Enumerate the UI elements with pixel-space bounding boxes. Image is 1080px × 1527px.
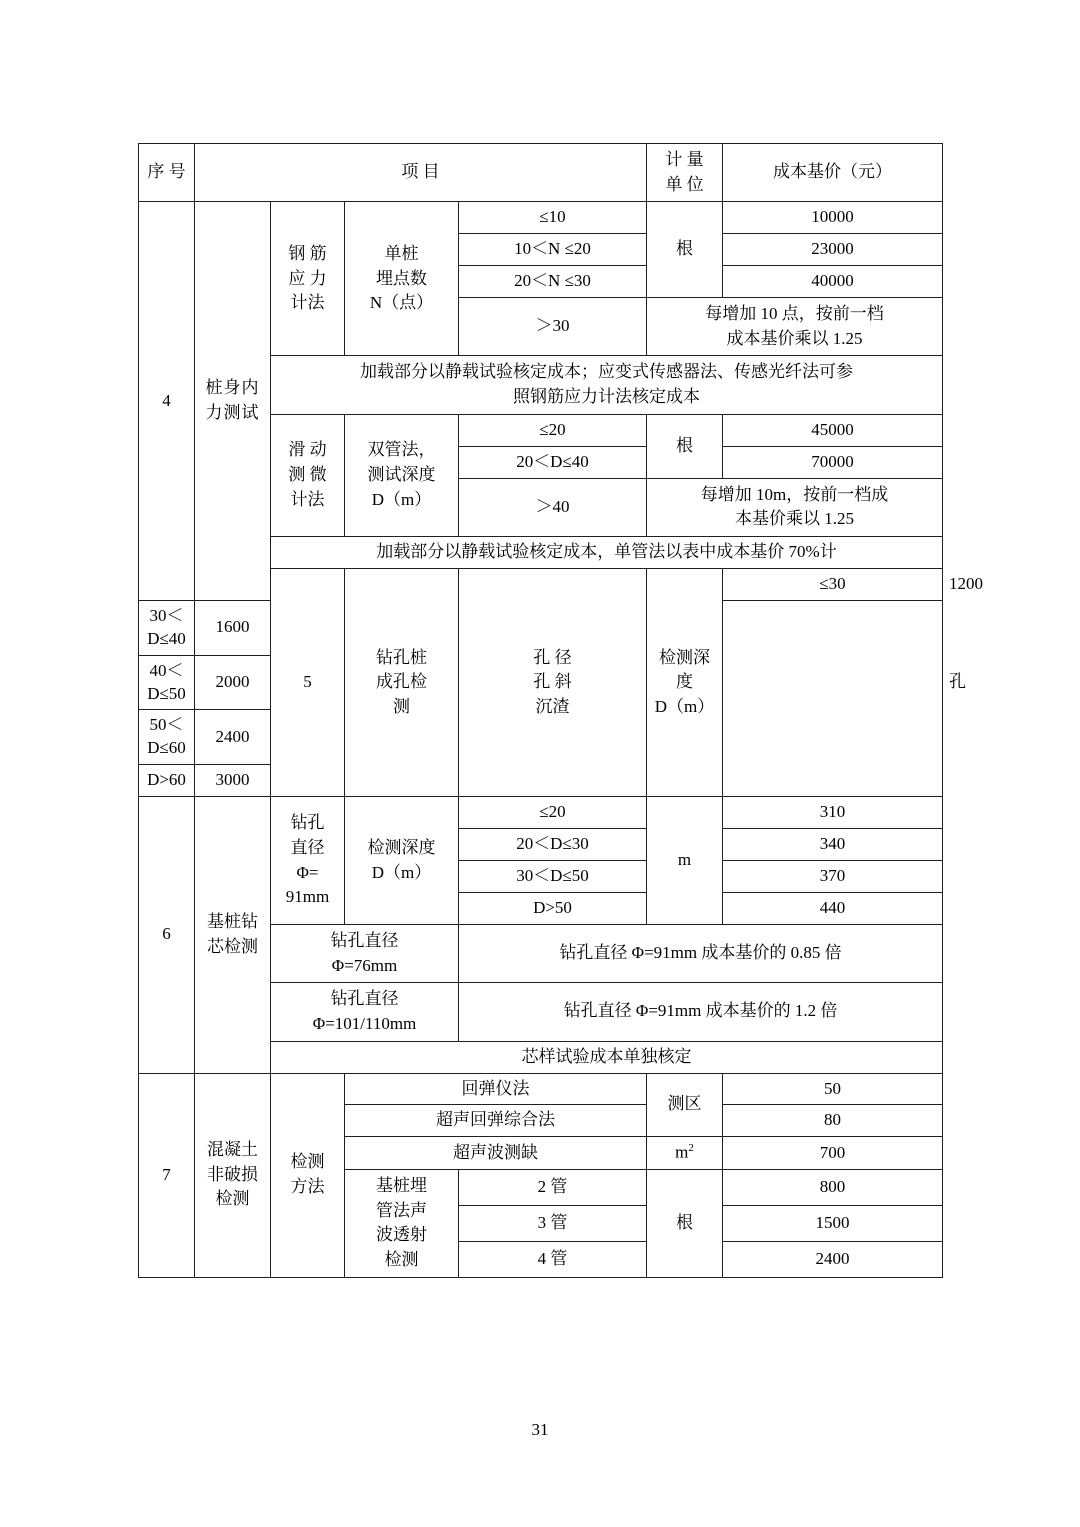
row7-no: 7 [139,1073,195,1277]
row5-sub-l2: 孔 斜 [533,672,572,692]
row7-unit-3-sup: 2 [688,1142,694,1155]
row6-name-l2: 芯检测 [207,936,258,956]
row7-tube-unit: 根 [647,1169,723,1277]
row4-note-1 [271,356,943,414]
row6-sub-label [271,797,345,925]
table-header-row [139,144,943,202]
row7-tube-price-3: 2400 [723,1241,943,1277]
row5-cond-l2: D（m） [654,696,715,716]
row7-tube-range-1: 2 管 [459,1169,647,1205]
row4-sub2-cond-l1: 双管法， [367,440,436,460]
row5-name [345,568,459,797]
row4-name-line1: 桩身内 [205,378,260,398]
row6-range-3: 30＜D≤50 [459,861,647,893]
row4-sub1-label-l3: 计法 [290,293,325,313]
row4-sub2-cond-l2: 测试深度 [367,464,436,484]
header-unit [647,144,723,202]
row4-sub1-label-l1: 钢 筋 [288,243,327,263]
row7-tube-label-l1: 基桩埋 [376,1175,427,1195]
row4-sub2-label [271,414,345,536]
row4-sub2-condition [345,414,459,536]
row7-method-3: 超声波测缺 [345,1137,647,1170]
row5-range-1: ≤30 [723,568,943,600]
row6-price-2: 340 [723,829,943,861]
page-number: 31 [531,1420,549,1439]
row5-name-l1: 钻孔桩 [376,647,427,667]
row7-price-3: 700 [723,1137,943,1170]
table-row [139,797,943,829]
row6-price-4: 440 [723,893,943,925]
row5-sub-label [459,568,647,797]
row7-tube-label-l4: 检测 [384,1249,419,1269]
row4-sub1-cond-l1: 单桩 [384,243,419,263]
row6-range-4: D>50 [459,893,647,925]
row4-no: 4 [139,202,195,600]
row4-sub1-unit: 根 [647,202,723,298]
row4-sub1-label [271,202,345,356]
row7-sub-l1: 检测 [290,1152,325,1172]
row7-sub-label [271,1073,345,1277]
row7-tube-price-1: 800 [723,1169,943,1205]
row4-sub1-range-4: ＞30 [459,298,647,356]
row6-extra2-label [271,983,459,1041]
row4-sub1-price-2: 23000 [723,234,943,266]
row5-no: 5 [271,568,345,797]
header-no: 序 号 [139,144,195,202]
cost-price-table [138,143,983,1278]
row5-range-4: 50＜D≤60 [139,710,195,765]
row6-extra1-label [271,925,459,983]
row5-price-3: 2000 [195,655,271,710]
row4-sub2-price-3-l2: 本基价乘以 1.25 [735,509,854,529]
row4-sub2-range-1: ≤20 [459,414,647,446]
row4-sub2-label-l3: 计法 [290,489,325,509]
row6-name [195,797,271,1073]
row5-condition [647,568,723,797]
row5-sub-l1: 孔 径 [533,647,572,667]
row4-sub1-label-l2: 应 力 [288,268,327,288]
row5-range-2: 30＜D≤40 [139,600,195,655]
row7-tube-price-2: 1500 [723,1205,943,1241]
row5-name-l2: 成孔检 [376,672,427,692]
row4-sub2-price-3 [647,478,943,536]
row5-price-2: 1600 [195,600,271,655]
row4-name-line2: 力测试 [205,402,260,422]
row4-sub1-condition [345,202,459,356]
header-item: 项 目 [195,144,647,202]
row7-unit-1: 测区 [647,1073,723,1137]
row5-range-5: D>60 [139,765,195,797]
row6-name-l1: 基桩钻 [207,912,258,932]
row4-sub1-range-1: ≤10 [459,202,647,234]
row6-extra2-label-l1: 钻孔直径 [330,989,399,1009]
row7-tube-range-3: 4 管 [459,1241,647,1277]
row4-sub1-price-1: 10000 [723,202,943,234]
header-unit-line1: 计 量 [665,150,704,169]
row7-name-l3: 检测 [215,1189,250,1209]
row7-method-1: 回弹仪法 [345,1073,647,1105]
row7-unit-3-main: m [675,1143,689,1163]
row7-price-1: 50 [723,1073,943,1105]
row7-tube-label-l2: 管法声 [376,1200,427,1220]
row4-sub2-unit: 根 [647,414,723,478]
row4-sub2-range-2: 20＜D≤40 [459,446,647,478]
row4-sub1-price-4-l1: 每增加 10 点，按前一档 [705,304,884,324]
row6-unit: m [647,797,723,925]
row5-sub-l3: 沉渣 [535,696,570,716]
header-price: 成本基价（元） [723,144,943,202]
row6-sub-l4: 91mm [285,887,330,907]
row4-sub2-price-2: 70000 [723,446,943,478]
row6-extra2-label-l2: Φ=101/110mm [312,1013,417,1033]
row4-sub2-label-l1: 滑 动 [288,440,327,460]
row5-name-l3: 测 [393,696,410,716]
row6-extra2-value: 钻孔直径 Φ=91mm 成本基价的 1.2 倍 [459,983,943,1041]
row4-sub2-label-l2: 测 微 [288,464,327,484]
row7-name [195,1073,271,1277]
row4-sub1-price-4-l2: 成本基价乘以 1.25 [726,328,863,348]
table-row [139,1073,943,1105]
row6-price-1: 310 [723,797,943,829]
row7-price-2: 80 [723,1105,943,1137]
row6-condition [345,797,459,925]
row4-note-1-l1: 加载部分以静载试验核定成本；应变式传感器法、传感光纤法可参 [360,362,853,382]
header-unit-line2: 单 位 [665,174,704,194]
row5-price-4: 2400 [195,710,271,765]
row7-tube-range-2: 3 管 [459,1205,647,1241]
row6-range-1: ≤20 [459,797,647,829]
row6-extra1-value: 钻孔直径 Φ=91mm 成本基价的 0.85 倍 [459,925,943,983]
row5-price-5: 3000 [195,765,271,797]
row7-method-2: 超声回弹综合法 [345,1105,647,1137]
row7-sub-l2: 方法 [290,1177,325,1197]
table-row: 5 钻孔桩 成孔检 测 孔 径 孔 斜 沉渣 检测深度 D（m） ≤30 孔 1200 [139,568,943,600]
row6-range-2: 20＜D≤30 [459,829,647,861]
row4-sub1-range-3: 20＜N ≤30 [459,266,647,298]
row5-cond-l1: 检测深度 [659,647,710,692]
row6-sub-l2: 直径 [290,837,325,857]
row7-tube-label [345,1169,459,1277]
cost-price-table-wrapper [138,143,983,1278]
row4-sub1-price-4 [647,298,943,356]
row7-tube-label-l3: 波透射 [376,1225,427,1245]
row4-sub1-cond-l2: 埋点数 [376,268,427,288]
row5-range-3: 40＜D≤50 [139,655,195,710]
row7-name-l1: 混凝土 [207,1140,258,1160]
row6-extra1-label-l2: Φ=76mm [331,955,398,975]
row4-sub2-price-3-l1: 每增加 10m，按前一档成 [700,484,889,504]
row6-extra1-label-l1: 钻孔直径 [330,931,399,950]
row6-sub-l1: 钻孔 [290,813,325,833]
row4-sub1-price-3: 40000 [723,266,943,298]
row4-sub1-cond-l3: N（点） [369,293,434,313]
row6-no: 6 [139,797,195,1073]
row6-price-3: 370 [723,861,943,893]
row7-unit-3 [647,1137,723,1170]
row6-cond-l1: 检测深度 [367,837,436,857]
row4-note-1-l2: 照钢筋应力计法核定成本 [513,387,700,407]
table-row [139,202,943,234]
row6-note: 芯样试验成本单独核定 [271,1041,943,1073]
row7-name-l2: 非破损 [207,1164,258,1184]
row4-sub2-range-3: ＞40 [459,478,647,536]
row4-sub1-range-2: 10＜N ≤20 [459,234,647,266]
row6-cond-l2: D（m） [371,862,432,882]
row4-note-2: 加载部分以静载试验核定成本，单管法以表中成本基价 70%计 [271,536,943,568]
row6-sub-l3: Φ= [296,862,319,882]
row4-sub2-price-1: 45000 [723,414,943,446]
row4-name [195,202,271,600]
row4-sub2-cond-l3: D（m） [371,489,432,509]
